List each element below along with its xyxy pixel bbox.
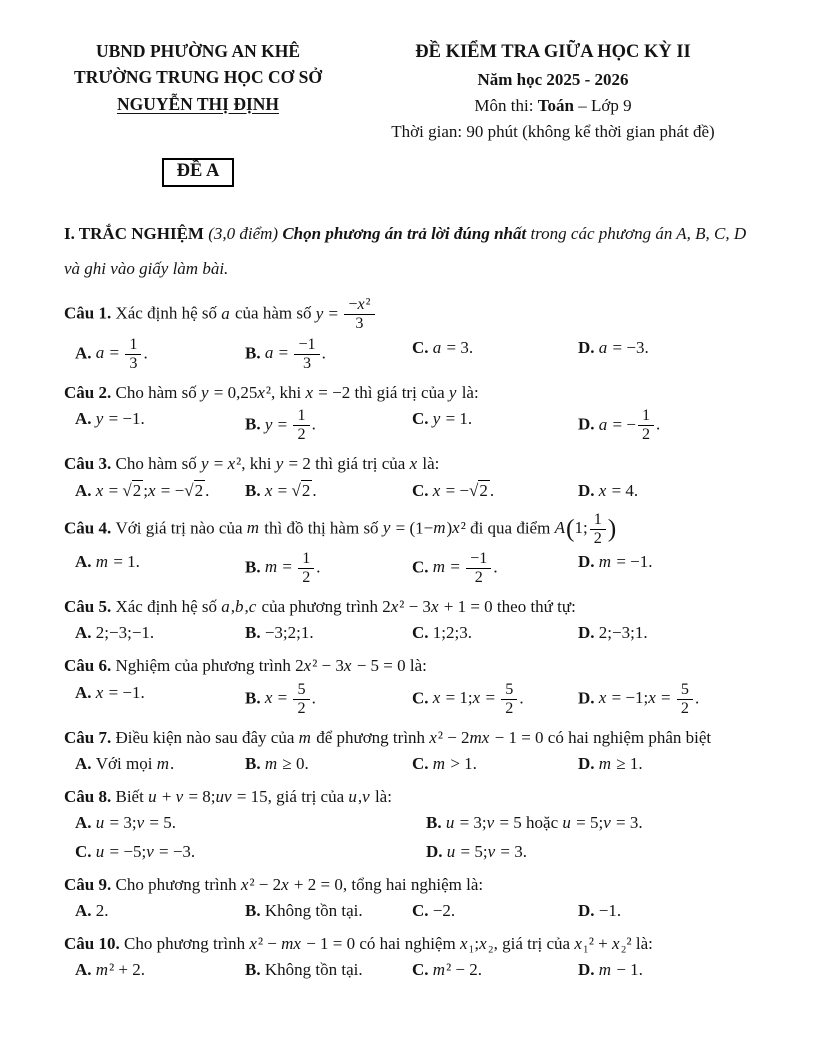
question-number: Câu 6. xyxy=(64,656,116,676)
option-A: A. 2. xyxy=(75,901,109,921)
question-4 xyxy=(64,511,760,589)
option-C: C. u = −5;v = −3. xyxy=(75,842,196,862)
option-label: C. xyxy=(412,960,433,980)
option-label: D. xyxy=(578,414,599,434)
option-B: B. Không tồn tại. xyxy=(245,960,363,980)
option-D: D. u = 5;v = 3. xyxy=(426,842,527,862)
math-expression: y = $\frac{1}{2}$ xyxy=(265,415,312,434)
option-A: A. x = √2 ;x = −√2 . xyxy=(75,480,210,500)
option-C: C. m > 1. xyxy=(412,754,477,774)
school-name-line: TRƯỜNG TRUNG HỌC CƠ SỞ xyxy=(74,67,322,88)
math-expression: x = √2 ;x = −√2 xyxy=(95,480,204,500)
option-label: C. xyxy=(75,842,96,862)
exam-header xyxy=(64,38,760,146)
math-expression: y xyxy=(448,382,457,402)
fraction: $\frac{-1}{3}$ xyxy=(294,336,319,373)
fraction: $\frac{1}{2}$ xyxy=(638,407,654,444)
exam-info-line xyxy=(346,93,760,119)
fraction: $\frac{5}{2}$ xyxy=(293,681,309,718)
option-label: B. xyxy=(245,960,265,980)
math-expression: a xyxy=(221,303,230,323)
math-expression: m xyxy=(298,727,311,747)
question-stem: Câu 8. Biết u + v = 8;uv = 15, giá trị của u,v là: xyxy=(64,786,392,806)
option-B: B. a = $\frac{-1}{3}$ . xyxy=(245,335,326,372)
math-expression: 2x² − 3x − 5 = 0 xyxy=(295,656,406,676)
option-label: C. xyxy=(412,557,433,577)
math-expression: a = 3 xyxy=(432,337,469,357)
square-root: √2 xyxy=(184,480,204,500)
math-expression: u = 3;v = 5 xyxy=(95,813,172,833)
text-segment: Thời gian: 90 phút (không kể thời gian phát đề) xyxy=(391,122,715,142)
math-expression: u + v = 8;uv = 15 xyxy=(148,786,268,806)
math-expression: x = −1;x = $\frac{5}{2}$ xyxy=(599,688,695,707)
math-expression: y = (1−m)x² xyxy=(382,518,466,538)
option-label: B. xyxy=(245,623,265,643)
text-segment: ĐỀ KIỂM TRA GIỮA HỌC KỲ II xyxy=(415,42,691,62)
math-expression: x = √2 xyxy=(264,480,311,500)
option-label: A. xyxy=(75,901,96,921)
option-label: A. xyxy=(75,409,96,429)
option-B: B. Không tồn tại. xyxy=(245,901,363,921)
question-number: Câu 4. xyxy=(64,518,116,538)
math-expression: m ≥ 0 xyxy=(264,754,305,774)
option-B: B. m = $\frac{1}{2}$ . xyxy=(245,549,321,586)
school-name-line: NGUYỄN THỊ ĐỊNH xyxy=(116,93,280,114)
math-expression: x = −2 xyxy=(305,382,351,402)
option-A: A. y = −1. xyxy=(75,409,145,429)
school-name-line: UBND PHƯỜNG AN KHÊ xyxy=(95,41,300,61)
math-expression: x xyxy=(409,454,418,474)
exam-info-line xyxy=(346,67,760,93)
math-expression: m² + 2 xyxy=(95,960,141,980)
option-label: A. xyxy=(75,682,96,702)
math-expression: x = −√2 xyxy=(432,480,488,500)
math-expression: x² − 2x + 2 = 0 xyxy=(240,874,343,894)
option-label: A. xyxy=(75,813,96,833)
option-label: C. xyxy=(412,754,433,774)
math-expression: u = −5;v = −3 xyxy=(95,842,191,862)
option-label: C. xyxy=(412,409,433,429)
section-intro xyxy=(64,217,760,287)
option-label: B. xyxy=(245,480,265,500)
question-8 xyxy=(64,784,760,867)
math-expression: x = $\frac{5}{2}$ xyxy=(265,688,312,707)
math-expression: a = −3 xyxy=(598,337,645,357)
math-expression: y = −1 xyxy=(95,409,141,429)
question-number: Câu 9. xyxy=(64,874,116,894)
math-expression: u = 5;v = 3 xyxy=(446,842,523,862)
question-3 xyxy=(64,451,760,505)
option-C: C. m = $\frac{-1}{2}$ . xyxy=(412,549,498,586)
fraction: $\frac{-1}{2}$ xyxy=(466,550,491,587)
square-root: √2 xyxy=(291,480,311,500)
option-D: D. 2;−3;1. xyxy=(578,623,648,643)
math-expression: y = x² xyxy=(200,454,242,474)
question-number: Câu 8. xyxy=(64,786,116,806)
option-A: A. m² + 2. xyxy=(75,960,145,980)
option-D: D. a = −3. xyxy=(578,337,649,357)
questions xyxy=(64,296,760,985)
math-expression: A(1; $\frac{1}{2}$ ) xyxy=(554,510,617,547)
math-expression: 2x² − 3x + 1 = 0 xyxy=(382,596,493,616)
text-segment: – Lớp 9 xyxy=(573,96,632,116)
question-stem: Câu 5. Xác định hệ số a,b,c của phương trình 2x² − 3x + 1 = 0 theo thứ tự: xyxy=(64,596,576,616)
options-row xyxy=(64,809,760,866)
option-label: D. xyxy=(578,688,599,708)
fraction: $\frac{5}{2}$ xyxy=(501,681,517,718)
option-label: B. xyxy=(245,557,265,577)
option-label: D. xyxy=(578,337,599,357)
option-C: C. 1;2;3. xyxy=(412,623,472,643)
question-stem: Câu 6. Nghiệm của phương trình 2x² − 3x − 5 = 0 là: xyxy=(64,656,427,676)
option-label: C. xyxy=(412,480,433,500)
option-label: B. xyxy=(245,688,265,708)
option-label: B. xyxy=(245,901,265,921)
text-segment: trong các phương án A, B, C, D và ghi vào giấy làm bài. xyxy=(64,223,747,278)
option-B: B. x = √2 . xyxy=(245,480,317,500)
exam-code-box: ĐỀ A xyxy=(162,158,235,187)
question-stem: Câu 3. Cho hàm số y = x², khi y = 2 thì giá trị của x là: xyxy=(64,454,440,474)
question-stem: Câu 2. Cho hàm số y = 0,25x², khi x = −2 thì giá trị của y là: xyxy=(64,382,479,402)
option-label: D. xyxy=(426,842,447,862)
option-B: B. y = $\frac{1}{2}$ . xyxy=(245,407,316,444)
option-label: D. xyxy=(578,623,599,643)
fraction: $\frac{1}{2}$ xyxy=(293,407,309,444)
option-A: A. u = 3;v = 5. xyxy=(75,813,176,833)
math-expression: a = − $\frac{1}{2}$ xyxy=(599,415,656,434)
option-label: D. xyxy=(578,960,599,980)
math-expression: a = $\frac{-1}{3}$ xyxy=(265,343,322,362)
option-label: B. xyxy=(245,414,265,434)
option-label: C. xyxy=(412,623,433,643)
math-expression: m xyxy=(156,754,169,774)
math-expression: u = 5;v = 3 xyxy=(562,813,639,833)
question-stem: Câu 9. Cho phương trình x² − 2x + 2 = 0, tổng hai nghiệm là: xyxy=(64,874,484,894)
options-row xyxy=(64,548,760,589)
big-paren: ) xyxy=(607,513,617,543)
option-A: A. x = −1. xyxy=(75,682,145,702)
math-expression: y = $\frac{\text{−x²}}{3}$ xyxy=(316,304,377,323)
question-number: Câu 10. xyxy=(64,933,124,953)
option-label: C. xyxy=(412,337,433,357)
option-label: A. xyxy=(75,754,96,774)
option-C: C. x = −√2 . xyxy=(412,480,495,500)
option-label: B. xyxy=(245,343,265,363)
option-label: B. xyxy=(426,813,446,833)
option-A: A. 2;−3;−1. xyxy=(75,623,155,643)
option-label: D. xyxy=(578,754,599,774)
math-expression: m − 1 xyxy=(598,960,639,980)
option-label: A. xyxy=(75,480,96,500)
option-label: C. xyxy=(412,688,433,708)
option-label: A. xyxy=(75,960,96,980)
option-label: B. xyxy=(245,754,265,774)
math-expression: m xyxy=(246,518,260,538)
option-C: C. y = 1. xyxy=(412,409,473,429)
option-label: C. xyxy=(412,901,433,921)
option-A: A. m = 1. xyxy=(75,551,140,571)
question-1 xyxy=(64,296,760,374)
math-expression: x₁;x₂ xyxy=(459,933,494,953)
option-D: D. m ≥ 1. xyxy=(578,754,643,774)
math-expression: x = 4 xyxy=(598,480,634,500)
math-expression: u = 3;v = 5 xyxy=(445,813,522,833)
school-block xyxy=(64,38,332,117)
option-D: D. m = −1. xyxy=(578,551,653,571)
question-stem: Câu 4. Với giá trị nào của m thì đồ thị hàm số y = (1−m)x² đi qua điểm A(1; $\frac{1}{2}$ ) xyxy=(64,510,617,547)
options-row xyxy=(64,405,760,446)
exam-code-wrap xyxy=(64,158,332,187)
question-stem: Câu 1. Xác định hệ số a của hàm số y = $\frac{\text{−x²}}{3}$ xyxy=(64,296,760,333)
math-expression: y = 1 xyxy=(432,409,468,429)
question-number: Câu 3. xyxy=(64,454,116,474)
option-A: A. Với mọi m. xyxy=(75,754,175,774)
math-expression: x² − 2mx − 1 = 0 xyxy=(429,727,544,747)
fraction: $\frac{1}{3}$ xyxy=(125,336,141,373)
option-C: C. m² − 2. xyxy=(412,960,482,980)
text-segment: (3,0 điểm) xyxy=(208,223,283,243)
options-row xyxy=(64,477,760,506)
text-segment: Năm học 2025 - 2026 xyxy=(477,69,629,89)
exam-info-line xyxy=(346,38,760,67)
question-number: Câu 2. xyxy=(64,382,116,402)
square-root: √2 xyxy=(469,480,488,500)
question-number: Câu 5. xyxy=(64,596,116,616)
fraction: $\frac{1}{2}$ xyxy=(298,550,314,587)
option-C: C. −2. xyxy=(412,901,456,921)
options-row xyxy=(64,750,760,779)
math-expression: x² − mx − 1 = 0 xyxy=(249,933,356,953)
question-number: Câu 7. xyxy=(64,727,116,747)
option-C: C. x = 1;x = $\frac{5}{2}$ . xyxy=(412,680,524,717)
option-D: D. −1. xyxy=(578,901,622,921)
options-row xyxy=(64,619,760,648)
option-B: B. u = 3;v = 5 hoặc u = 5;v = 3. xyxy=(426,813,643,833)
question-7 xyxy=(64,725,760,779)
question-10 xyxy=(64,931,760,985)
math-expression: m = 1 xyxy=(95,551,136,571)
big-paren: ( xyxy=(565,513,575,543)
option-B: B. m ≥ 0. xyxy=(245,754,309,774)
math-expression: m² − 2 xyxy=(432,960,478,980)
math-expression: a,b,c xyxy=(221,596,257,616)
math-expression: m ≥ 1 xyxy=(598,754,639,774)
option-label: A. xyxy=(75,623,96,643)
math-expression: m = $\frac{-1}{2}$ xyxy=(433,557,494,576)
options-row xyxy=(64,334,760,375)
math-expression: x₁² + x₂² xyxy=(574,933,632,953)
fraction: $\frac{5}{2}$ xyxy=(677,681,693,718)
question-stem: Câu 7. Điều kiện nào sau đây của m để phương trình x² − 2mx − 1 = 0 có hai nghiệm phân biệt xyxy=(64,727,712,747)
fraction: $\frac{1}{2}$ xyxy=(590,511,606,548)
question-9 xyxy=(64,872,760,926)
option-B: B. x = $\frac{5}{2}$ . xyxy=(245,680,316,717)
text-segment: Môn thi: xyxy=(474,96,538,116)
options-row xyxy=(64,956,760,985)
question-6 xyxy=(64,653,760,720)
option-label: D. xyxy=(578,551,599,571)
option-label: A. xyxy=(75,551,96,571)
fraction: $\frac{\text{−x²}}{3}$ xyxy=(344,296,374,333)
math-expression: y = 2 xyxy=(275,454,311,474)
text-segment: Chọn phương án trả lời đúng nhất xyxy=(282,223,531,243)
exam-info-block xyxy=(332,38,760,146)
option-label: A. xyxy=(75,343,96,363)
text-segment: I. TRẮC NGHIỆM xyxy=(64,223,209,243)
option-label: D. xyxy=(578,901,599,921)
option-A: A. a = $\frac{1}{3}$ . xyxy=(75,335,148,372)
option-D: D. x = 4. xyxy=(578,480,639,500)
question-stem: Câu 10. Cho phương trình x² − mx − 1 = 0 có hai nghiệm x₁;x₂, giá trị của x₁² + x₂² là: xyxy=(64,933,653,953)
options-row xyxy=(64,679,760,720)
option-label: D. xyxy=(578,480,599,500)
math-expression: u,v xyxy=(348,786,370,806)
exam-info-line xyxy=(346,119,760,145)
option-D: D. a = − $\frac{1}{2}$ . xyxy=(578,407,661,444)
question-2 xyxy=(64,380,760,447)
question-5 xyxy=(64,594,760,648)
math-expression: y = 0,25x² xyxy=(200,382,272,402)
math-expression: x = −1 xyxy=(95,682,141,702)
math-expression: x = 1;x = $\frac{5}{2}$ xyxy=(433,688,520,707)
math-expression: m = −1 xyxy=(598,551,649,571)
question-number: Câu 1. xyxy=(64,303,116,323)
math-expression: m = $\frac{1}{2}$ xyxy=(265,557,316,576)
options-row xyxy=(64,897,760,926)
math-expression: a = $\frac{1}{3}$ xyxy=(96,343,144,362)
option-D: D. m − 1. xyxy=(578,960,643,980)
option-C: C. a = 3. xyxy=(412,337,474,357)
option-B: B. −3;2;1. xyxy=(245,623,314,643)
math-expression: m > 1 xyxy=(432,754,473,774)
square-root: √2 xyxy=(122,480,142,500)
option-D: D. x = −1;x = $\frac{5}{2}$ . xyxy=(578,680,700,717)
text-segment: Toán xyxy=(537,96,574,116)
